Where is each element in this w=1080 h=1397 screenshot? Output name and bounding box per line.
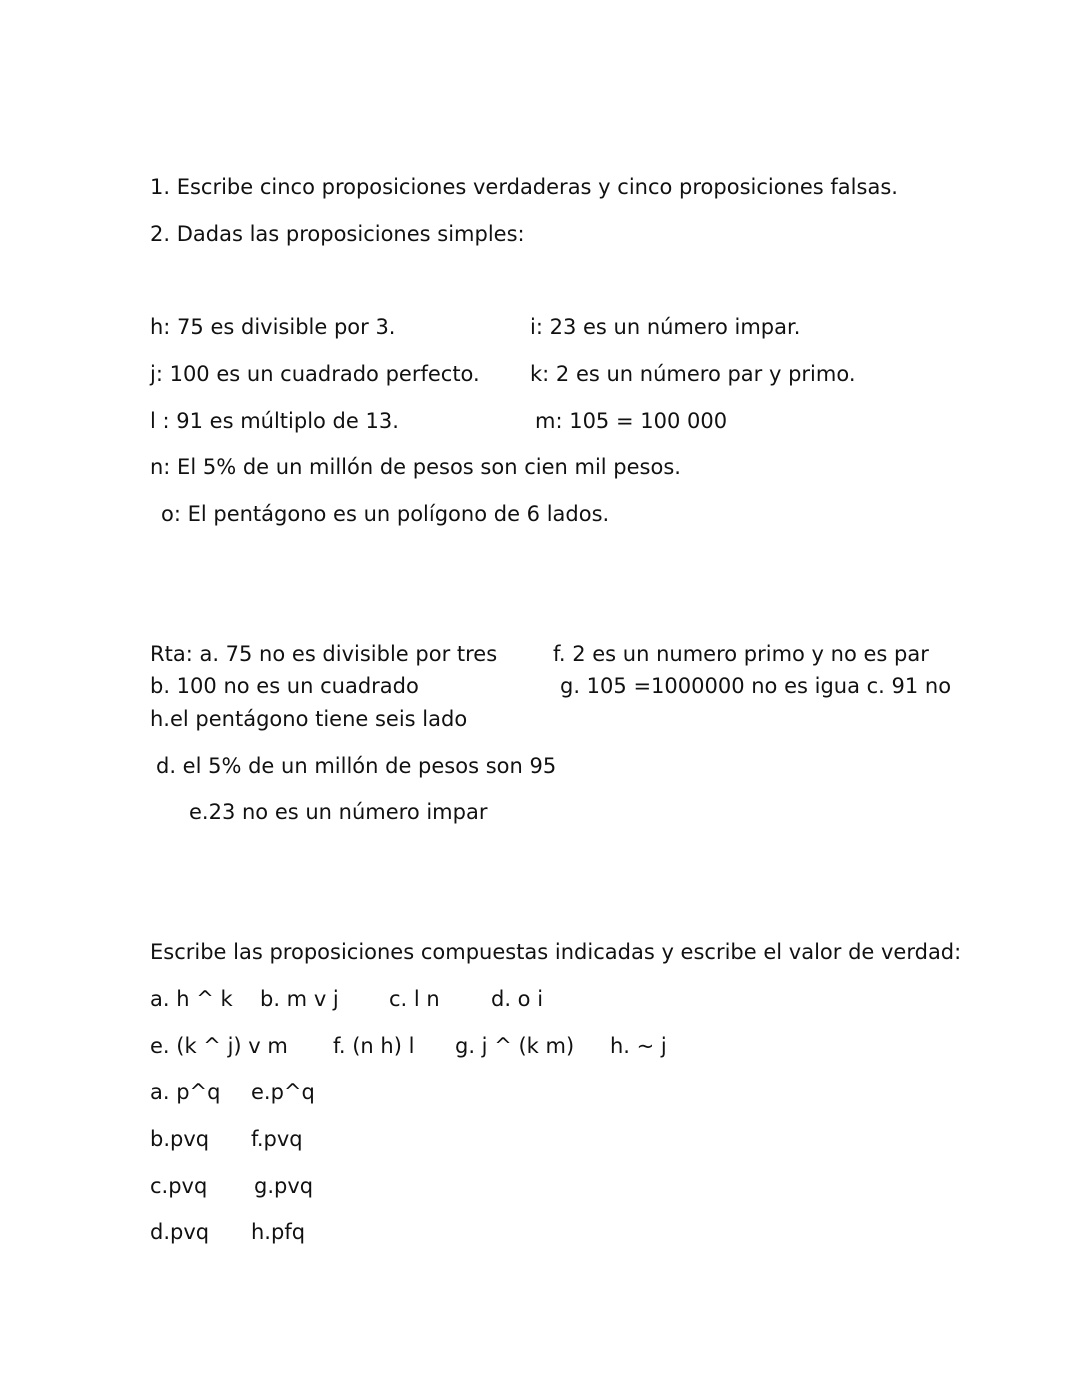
proposition-j: j: 100 es un cuadrado perfecto. [150,362,480,386]
proposition-h: h: 75 es divisible por 3. [150,315,396,339]
proposition-l: l : 91 es múltiplo de 13. [150,409,399,433]
formula-h: h.pfq [251,1220,306,1244]
answer-h: h.el pentágono tiene seis lado [150,707,468,731]
compound-item-f: f. (n h) l [333,1034,415,1058]
compound-item-h: h. ~ j [610,1034,667,1058]
formula-f: f.pvq [251,1127,303,1151]
proposition-m: m: 105 = 100 000 [535,409,728,433]
answer-d: d. el 5% de un millón de pesos son 95 [156,754,557,778]
compound-item-c: c. l n [389,987,440,1011]
proposition-n: n: El 5% de un millón de pesos son cien mil pesos. [150,455,681,479]
compound-instruction: Escribe las proposiciones compuestas indicadas y escribe el valor de verdad: [150,940,962,964]
formula-c: c.pvq [150,1174,208,1198]
answer-b: b. 100 no es un cuadrado [150,674,419,698]
answer-e: e.23 no es un número impar [189,800,488,824]
formula-e: e.p^q [251,1080,315,1104]
answer-g-c: g. 105 =1000000 no es igua c. 91 no [560,674,952,698]
compound-item-d: d. o i [491,987,544,1011]
formula-b: b.pvq [150,1127,210,1151]
proposition-k: k: 2 es un número par y primo. [530,362,856,386]
compound-item-b: b. m v j [260,987,339,1011]
proposition-o: o: El pentágono es un polígono de 6 lados. [161,502,610,526]
question-2: 2. Dadas las proposiciones simples: [150,222,525,246]
question-1: 1. Escribe cinco proposiciones verdaderas y cinco proposiciones falsas. [150,175,898,199]
formula-g: g.pvq [254,1174,314,1198]
answer-f: f. 2 es un numero primo y no es par [553,642,929,666]
compound-item-e: e. (k ^ j) v m [150,1034,288,1058]
compound-item-a: a. h ^ k [150,987,233,1011]
formula-a: a. p^q [150,1080,221,1104]
answer-a: Rta: a. 75 no es divisible por tres [150,642,498,666]
proposition-i: i: 23 es un número impar. [530,315,801,339]
compound-item-g: g. j ^ (k m) [455,1034,575,1058]
formula-d: d.pvq [150,1220,210,1244]
